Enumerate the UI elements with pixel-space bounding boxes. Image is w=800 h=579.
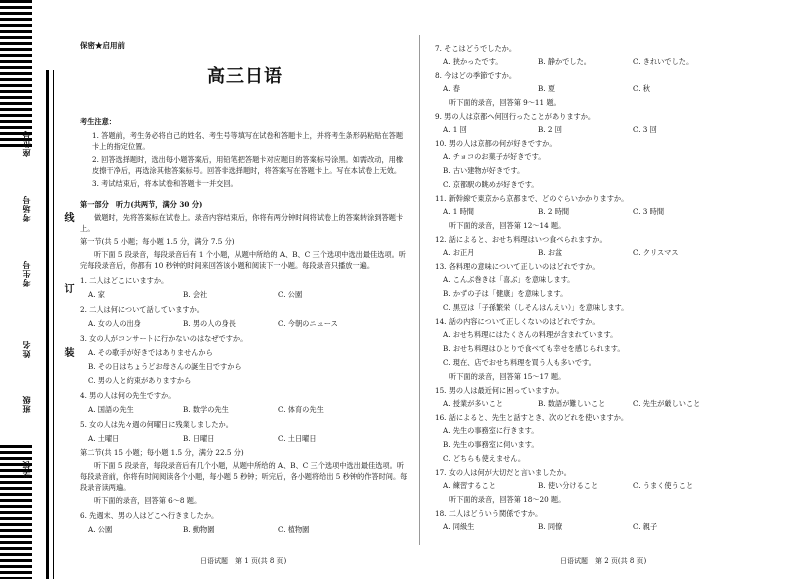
option-a: A. 公園	[88, 525, 113, 534]
options-18	[443, 521, 755, 532]
question-4: 4. 男の人は何の先生ですか。	[80, 391, 176, 400]
question-2: 2. 二人は何について話していますか。	[80, 305, 205, 314]
option-b: B. 2 時間	[538, 207, 570, 216]
hint-15-17: 听下面的录音，回答第 15～17 题。	[449, 372, 566, 381]
option-b: B. 使い分けること	[538, 481, 599, 490]
option-a: A. 土曜日	[88, 434, 120, 443]
question-6: 6. 先週末、男の人はどこへ行きましたか。	[80, 511, 219, 520]
option-a: A. 同級生	[443, 522, 475, 531]
option-a: A. 家	[88, 290, 105, 299]
options-14	[443, 329, 755, 368]
option-a: A. 女の人の出身	[88, 319, 141, 328]
notice-item: 1. 答题前，考生务必将自己的姓名、考生号等填写在试卷和答题卡上，并将考生条形码粘贴在答题卡上的指定位置。	[92, 131, 404, 151]
option-c: C. クリスマス	[633, 248, 679, 257]
barcode-bars-top	[0, 0, 32, 150]
option-c: C. 親子	[633, 522, 658, 531]
question-16: 16. 話によると、先生と話すとき、次のどれを使いますか。	[435, 413, 629, 422]
binding-line	[46, 70, 49, 579]
footer-left: 日语试题 第 1 页(共 8 页)	[200, 557, 287, 565]
question-13: 13. 各料理の意味について正しいのはどれですか。	[435, 262, 600, 271]
option-c: C. 体育の先生	[278, 405, 324, 414]
part1-heading: 第一部分 听力(共两节，满分 30 分)	[80, 200, 203, 209]
option-b: B. かずの子は「健康」を意味します。	[443, 289, 568, 298]
option-a: A. 練習すること	[443, 481, 496, 490]
option-c: C. きれいでした。	[633, 57, 694, 66]
option-b: B. おせち料理はひとりで食べても幸せを感じられます。	[443, 344, 625, 353]
option-b: B. 先生の事務室に伺います。	[443, 440, 539, 449]
question-10: 10. 男の人は京都の何が好きですか。	[435, 139, 557, 148]
hint-9-11: 听下面的录音，回答第 9～11 题。	[449, 98, 561, 107]
options-7	[443, 56, 755, 67]
field-class: 班级	[21, 395, 31, 413]
right-page	[435, 40, 755, 535]
option-c: C. 公園	[278, 290, 303, 299]
field-seat-number: 座位号	[21, 130, 31, 157]
option-b: B. 夏	[538, 84, 556, 93]
options-6	[88, 524, 410, 535]
option-a: A. 授業が多いこと	[443, 399, 504, 408]
page-title: 高三日语	[207, 66, 283, 87]
seal-char-install: 装	[62, 347, 73, 357]
option-a: A. 1 時間	[443, 207, 474, 216]
option-b: B. お盆	[538, 248, 563, 257]
options-1	[88, 289, 410, 300]
binding-margin	[0, 0, 73, 579]
hint-12-14: 听下面的录音，回答第 12～14 题。	[449, 221, 566, 230]
secret-label: 保密★启用前	[80, 41, 125, 50]
option-a: A. その歌手が好きではありませんから	[88, 348, 213, 357]
question-14: 14. 話の内容について正しくないのはどれですか。	[435, 317, 600, 326]
question-12: 12. 話によると、おせち料理はいつ食べられますか。	[435, 235, 607, 244]
option-c: C. どちらも使えません。	[443, 454, 526, 463]
options-8	[443, 83, 755, 94]
section1-heading: 第一节(共 5 小题；每小题 1.5 分，满分 7.5 分)	[80, 237, 235, 246]
option-b: B. 2 回	[538, 125, 562, 134]
notice-heading: 考生注意：	[80, 117, 116, 126]
footer-right: 日语试题 第 2 页(共 8 页)	[560, 557, 647, 565]
question-5: 5. 女の人は先々週の何曜日に残業しましたか。	[80, 420, 233, 429]
field-exam-room: 考场号	[21, 195, 31, 222]
field-name: 姓名	[21, 340, 31, 358]
option-a: A. こんぶ巻きは「喜ぶ」を意味します。	[443, 275, 575, 284]
option-b: B. 静かでした。	[538, 57, 591, 66]
option-a: A. 先生の事務室に行きます。	[443, 426, 539, 435]
options-15	[443, 398, 755, 409]
option-c: C. 京都駅の眺めが好きです。	[443, 180, 539, 189]
hint-18-20: 听下面的录音，回答第 18～20 题。	[449, 495, 566, 504]
option-b: B. 男の人の身長	[183, 319, 236, 328]
notice-list	[80, 130, 410, 189]
question-8: 8. 今はどの季節ですか。	[435, 71, 517, 80]
question-15: 15. 男の人は最近何に困っていますか。	[435, 386, 564, 395]
option-a: A. 国語の先生	[88, 405, 134, 414]
section2-heading: 第二节(共 15 小题；每小题 1.5 分，满分 22.5 分)	[80, 448, 244, 457]
binding-line-thin	[53, 70, 54, 579]
section2-description: 听下面 5 段录音，每段录音后有几个小题，从题中所给的 A、B、C 三个选项中选出最佳选项。听每段录音前，你将有时间阅读各个小题，每小题 5 秒钟；听完后，各小题将给出 5 秒钟的作答时间。每段录音读两遍。	[80, 461, 408, 492]
page-divider	[419, 35, 420, 545]
left-page	[80, 40, 410, 538]
options-4	[88, 404, 410, 415]
option-c: C. 今朝のニュース	[278, 319, 338, 328]
option-a: A. チョコのお菓子が好きです。	[443, 152, 546, 161]
options-11	[443, 206, 755, 217]
option-b: B. 会社	[183, 290, 208, 299]
option-c: C. 黒豆は「子孫繁栄（しそんはんえい）」を意味します。	[443, 303, 629, 312]
option-a: A. おせち料理にはたくさんの料理が含まれています。	[443, 330, 618, 339]
options-5	[88, 433, 410, 444]
seal-char-line: 线	[62, 212, 73, 222]
option-c: C. 先生が厳しいこと	[633, 399, 701, 408]
option-c: C. 3 時間	[633, 207, 665, 216]
question-3: 3. 女の人がコンサートに行かないのはなぜですか。	[80, 334, 248, 343]
options-16	[443, 425, 755, 464]
question-7: 7. そこはどうでしたか。	[435, 44, 517, 53]
option-c: C. 3 回	[633, 125, 657, 134]
option-b: B. 数語が難しいこと	[538, 399, 606, 408]
option-a: A. 春	[443, 84, 460, 93]
option-b: B. 日曜日	[183, 434, 215, 443]
option-a: A. お正月	[443, 248, 475, 257]
options-12	[443, 247, 755, 258]
part1-intro: 做题时，先将答案标在试卷上。录音内容结束后，你将有两分钟时间将试卷上的答案转涂到答题卡上。	[80, 213, 404, 233]
field-candidate-number: 考生号	[21, 260, 31, 287]
notice-item: 2. 回答选择题时，选出每小题答案后，用铅笔把答题卡对应题目的答案标号涂黑。如需改动，用橡皮擦干净后，再选涂其他答案标号。回答非选择题时，将答案写在答题卡上。写在本试卷上无效。	[92, 155, 404, 175]
option-c: C. うまく使うこと	[633, 481, 694, 490]
options-10	[443, 151, 755, 190]
option-c: C. 秋	[633, 84, 650, 93]
question-18: 18. 二人はどういう関係ですか。	[435, 509, 543, 518]
field-school: 学校	[21, 460, 31, 478]
option-c: C. 植物園	[278, 525, 310, 534]
options-13	[443, 274, 755, 313]
option-c: C. 土日曜日	[278, 434, 317, 443]
options-9	[443, 124, 755, 135]
option-b: B. その日はちょうどお母さんの誕生日ですから	[88, 362, 242, 371]
option-c: C. 男の人と約束がありますから	[88, 376, 192, 385]
options-2	[88, 318, 410, 329]
question-9: 9. 男の人は京都へ何回行ったことがありますか。	[435, 112, 596, 121]
option-b: B. 同僚	[538, 522, 563, 531]
option-b: B. 古い建物が好きです。	[443, 166, 525, 175]
section1-description: 听下面 5 段录音，每段录音后有 1 个小题，从题中所给的 A、B、C 三个选项中选出最佳选项。听完每段录音后，你都有 10 秒钟的时间来回答该小题和阅读下一小题。每段录音只播放一遍。	[80, 250, 406, 270]
option-c: C. 現在、店でおせち料理を買う人も多いです。	[443, 358, 596, 367]
options-3	[88, 347, 410, 386]
seal-char-bind: 订	[62, 283, 73, 293]
option-b: B. 数学の先生	[183, 405, 229, 414]
question-17: 17. 女の人は何が大切だと言いましたか。	[435, 468, 571, 477]
options-17	[443, 480, 755, 491]
option-b: B. 動物園	[183, 525, 215, 534]
option-a: A. 狭かったです。	[443, 57, 503, 66]
question-1: 1. 二人はどこにいますか。	[80, 276, 169, 285]
option-a: A. 1 回	[443, 125, 467, 134]
notice-item: 3. 考试结束后，将本试卷和答题卡一并交回。	[92, 179, 238, 188]
question-11: 11. 新幹線で東京から京都まで、どのぐらいかかりますか。	[435, 194, 629, 203]
hint-6-8: 听下面的录音，回答第 6～8 题。	[94, 496, 202, 505]
